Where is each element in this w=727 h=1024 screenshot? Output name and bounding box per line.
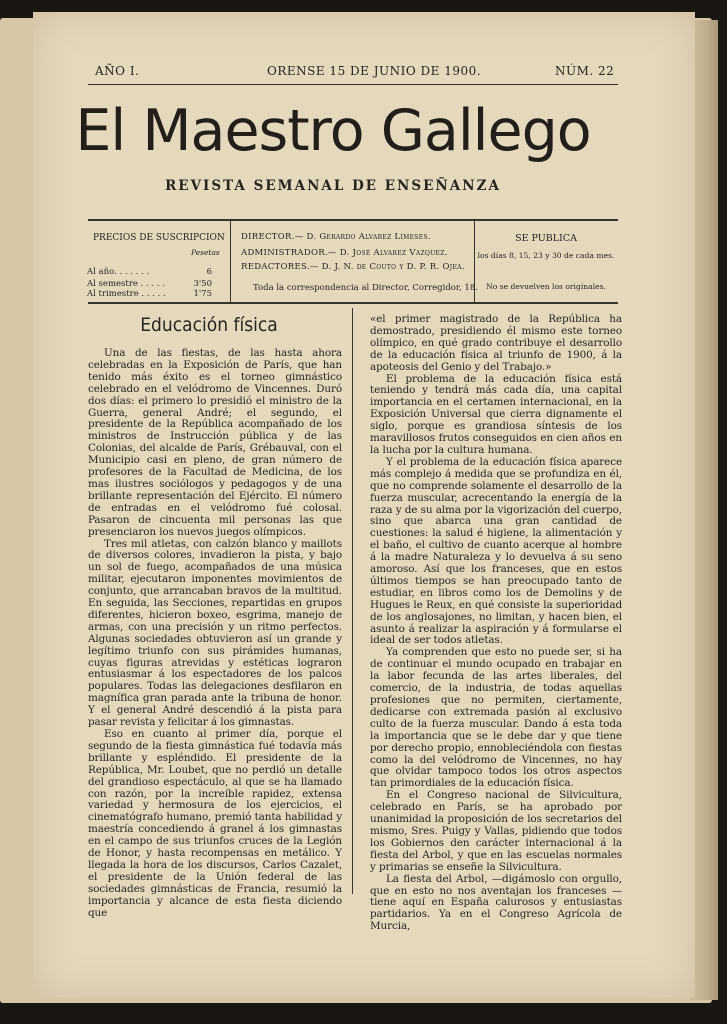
price-value: 3'50 [193,279,212,289]
paragraph: Tres mil atletas, con calzón blanco y maillots de diversos colores, invadieron la pista, y bajo un sol de fuego, acompañados de una música militar, ejecutaron imponentes movimientos de conjunto, que arrancaban bravos de la multitud. En seguida, las Secciones, repartidas en grupos diferentes, hicieron boxeo, esgrima, manejo de armas, con una precisión y un ritmo perfectos. Algunas sociedades obtuvieron así un grande y legítimo triunfo con sus pirámides humanas, cuyas figuras atrevidas y estéticas lograron entusiasmar á los espectadores de los palcos populares. Todas las delegaciones desfilaron en magnífica gran parada ante la tribuna de honor. Y el general André descendió á la pista para pasar revista y felicitar á los gimnastas. [88,537,342,729]
publication-title: SE PUBLICA [515,233,577,244]
paragraph: Una de las fiestas, de las hasta ahora celebradas en la Exposición de París, que han tenido más éxito es el torneo gimnástico celebrado en el velódromo de Vincennes. Duró dos días: el primero lo presidió el ministro de la Guerra, general André; el segundo, el presidente de la República acompañado de los ministros de Instrucción pública y de las Colonias, del alcalde de París, Grébauval, con el Municipio casi en pleno, de gran número de profesores de la Facultad de Medicina, de los mas ilustres sociólogos y pedagogos y de una brillante representación del Ejército. El número de entradas en el velódromo fué colosal. Pasaron de cincuenta mil personas las que presenciaron los nuevos juegos olímpicos. [88,347,342,538]
paragraph: En el Congreso nacional de Silvicultura, celebrado en París, se ha aprobado por unanimidad la proposición de los secretarios del mismo, Sres. Puigy y Vallas, pidiendo que todos los Gobiernos den carácter internacional á la fiesta del Arbol, y que en las escuelas normales y primarias se enseñe la Silvicultura. [370,789,622,873]
paragraph: El problema de la educación física está teniendo y tendrá más cada día, una capital importancia en el certamen internacional, en la Exposición Universal que cierra dignamente el siglo, porque es grandiosa síntesis de los maravillosos frutos conseguidos en cien años en la lucha por la cultura humana. [370,372,622,456]
price-row-quarter [87,289,212,299]
subtitle: REVISTA SEMANAL DE ENSEÑANZA [165,178,501,194]
no-return-note: No se devuelven los originales. [486,282,606,291]
info-administrator: ADMINISTRADOR.— D. José Alvarez Vazquez. [241,248,448,258]
paragraph: «el primer magistrado de la República ha demostrado, presidiendo él mismo este torneo olímpico, en qué grado contribuye el desarrollo de la educación física al triunfo de 1900, á la apoteosis del Genio y del Trabajo.» [370,313,622,373]
article-column-1 [88,348,342,920]
price-value: 1'75 [193,289,212,299]
price-label: Al semestre . . . . . [87,279,165,289]
header-issue: NÚM. 22 [555,64,615,78]
price-label: Al trimestre . . . . . [87,289,166,299]
article-column-2 [370,314,622,933]
header-rule [88,84,618,85]
info-top-rule [88,219,618,221]
info-editors: REDACTORES.— D. J. N. de Couto y D. P. R. Ojea. [241,262,465,272]
publication-days: los días 8, 15, 23 y 30 de cada mes. [477,251,615,260]
paragraph: Eso en cuanto al primer día, porque el segundo de la fiesta gimnástica fué todavía más brillante y espléndido. El presidente de la República, Mr. Loubet, que no perdió un detalle del grandioso espectáculo, al que se ha llamado con razón, por la increíble rapidez, extensa variedad y hermosura de los ejercicios, el cinematógrafo humano, premió tanta habilidad y maestría concediendo á granel á los gimnastas en el campo de sus triunfos cruces de la Legión de Honor, y hasta recompensas en metálico. Y llegada la hora de los discursos, Carlos Cazalet, el presidente de la Unión federal de las sociedades gimnásticas de Francia, resumió la importancia y alcance de esta fiesta diciendo que [88,728,342,919]
info-divider-left [230,221,231,302]
prices-title: PRECIOS DE SUSCRIPCION [93,233,225,243]
price-row-semester [87,279,212,289]
article-title: Educación física [140,314,278,336]
price-row-year [87,266,212,279]
prices-list [87,266,212,299]
paragraph: Ya comprenden que esto no puede ser, si ha de continuar el mundo ocupado en trabajar en la labor fecunda de las artes liberales, del comercio, de la industria, de todas aquellas profesiones que no permiten, ciertamente, dedicarse con extremada pasión al exclusivo culto de la fuerza muscular. Dando á esta toda la importancia que se le debe dar y que tiene por derecho propio, ennobleciéndola con fiestas como la del velódromo de Vincennes, no hay que olvidar tampoco todos los otros aspectos tan primordiales de la educación física. [370,646,622,790]
masthead-title: El Maestro Gallego [75,98,591,164]
info-director: DIRECTOR.— D. Gerardo Alvarez Limeses. [241,232,431,242]
info-bottom-rule [88,302,618,304]
price-value: 6 [206,267,212,277]
header-place-date: ORENSE 15 DE JUNIO DE 1900. [267,64,482,78]
prices-currency: Pesetas [191,248,220,257]
paragraph: La fiesta del Arbol, —digámoslo con orgullo, que en esto no nos aventajan los franceses —tiene aquí en España calurosos y entusiastas partidarios. Ya en el Congreso Agrícola de Murcia, [370,872,622,933]
column-divider [352,308,353,894]
paragraph: Y el problema de la educación física aparece más complejo á medida que se profundiza en él, que no comprende solamente el desarrollo de la fuerza muscular, acrecentando la energía de la raza y de su alma por la vigorización del cuerpo, sino que abarca una gran cantidad de cuestiones: la salud é higiene, la alimentación y el baño, el cultivo de cuanto acerque al hombre á la madre Naturaleza y lo devuelva á su seno amoroso. Así que los franceses, que en estos últimos tiempos se han preocupado tanto de estudiar, en libros como los de Demolins y de Hugues le Reux, en qué consiste la superioridad de los anglosajones, no limitan, y hacen bien, el asunto á realizar la aspiración y á formularse el ideal de ser todos atletas. [370,455,622,647]
header-year: AÑO I. [95,64,140,78]
price-label: Al año. . . . . . . [87,267,150,277]
info-correspondence: Toda la correspondencia al Director, Corregidor, 18. [253,283,478,293]
